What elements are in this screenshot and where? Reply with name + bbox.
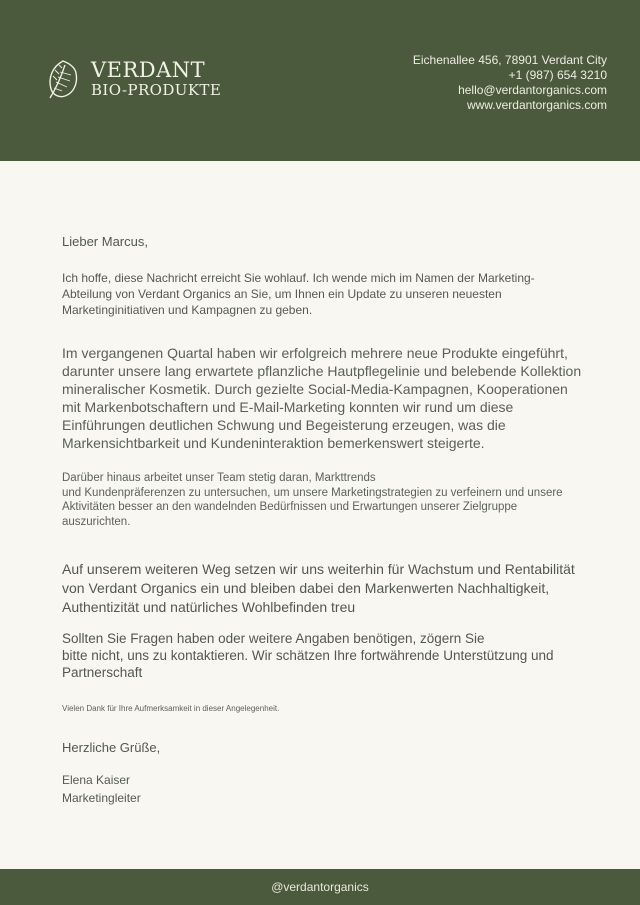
- closing: Herzliche Grüße,: [62, 740, 161, 755]
- logo: [45, 58, 221, 100]
- signature-name: Elena Kaiser: [62, 773, 131, 787]
- paragraph-quarter: Im vergangenen Quartal haben wir erfolgreich mehrere neue Produkte eingeführt, darunter unsere lang erwartete pflanzliche Hautpflegelinie und belebende Kollektion mineralischer Kosmetik. Durch gezielte Social-Media-Kampagnen, Kooperationen mit Markenbotschaftern und E-Mail-Marketing konnten wir rund um diese Einführungen deutlichen Schwung und Begeisterung erzeugen, was die Markensichtbarkeit und Kundeninteraktion bemerkenswert steigerte.: [62, 345, 582, 451]
- footer: [0, 869, 640, 905]
- contact-phone: +1 (987) 654 3210: [508, 68, 607, 82]
- paragraph-growth: Auf unserem weiteren Weg setzen wir uns weiterhin für Wachstum und Rentabilität von Verdant Organics ein und bleiben dabei den Markenwerten Nachhaltigkeit, Authentizität und natürliches Wohlbefinden treu: [62, 561, 575, 615]
- leaf-icon: [45, 58, 81, 100]
- contact-block: [413, 53, 607, 113]
- brand-name: VERDANT: [91, 58, 206, 82]
- social-handle: @verdantorganics: [271, 880, 369, 894]
- letterhead-header: [0, 0, 640, 161]
- greeting: Lieber Marcus,: [62, 234, 148, 249]
- paragraph-thanks: Vielen Dank für Ihre Aufmerksamkeit in dieser Angelegenheit.: [62, 704, 280, 713]
- paragraph-intro: Ich hoffe, diese Nachricht erreicht Sie wohlauf. Ich wende mich im Namen der Marketing-Abteilung von Verdant Organics an Sie, um Ihnen ein Update zu unseren neuesten Marketinginitiativen und Kampagnen zu geben.: [62, 271, 535, 317]
- signature-title: Marketingleiter: [62, 791, 141, 805]
- brand-subtitle: BIO-PRODUKTE: [91, 81, 222, 99]
- paragraph-contact: Sollten Sie Fragen haben oder weitere Angaben benötigen, zögern Sie bitte nicht, uns zu kontaktieren. Wir schätzen Ihre fortwährende Unterstützung und Partnerschaft: [62, 631, 554, 680]
- contact-address: Eichenallee 456, 78901 Verdant City: [412, 53, 607, 67]
- contact-website: www.verdantorganics.com: [466, 98, 607, 112]
- paragraph-trends: Darüber hinaus arbeitet unser Team stetig daran, Markttrends und Kundenpräferenzen zu untersuchen, um unsere Marketingstrategien zu verfeinern und unsere Aktivitäten besser an den wandelnden Bedürfnissen und Erwartungen unserer Zielgruppe auszurichten.: [62, 472, 563, 528]
- contact-email: hello@verdantorganics.com: [458, 83, 607, 97]
- brand: [91, 59, 221, 99]
